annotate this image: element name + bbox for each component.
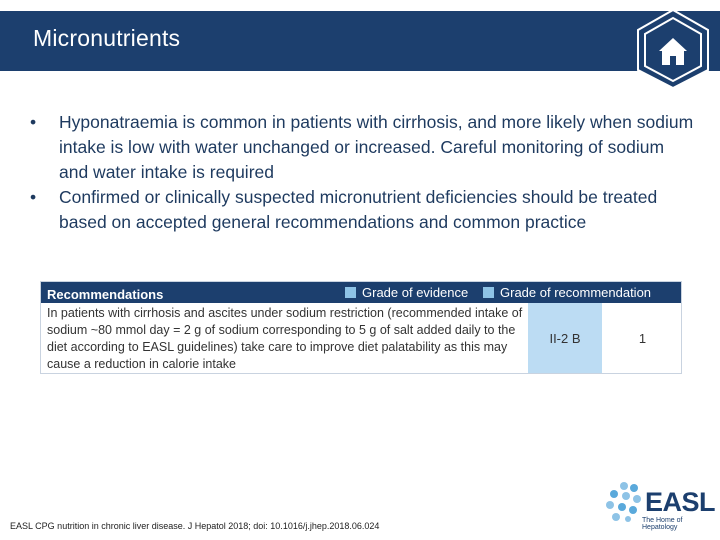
bullet-item [30,110,695,185]
logo-dots-icon [604,480,644,524]
slide-title: Micronutrients [33,25,181,51]
legend-evidence [345,285,468,300]
legend-swatch [483,287,494,298]
grade-evidence-value: II-2 B [549,330,581,346]
footer-citation: EASL CPG nutrition in chronic liver disease. J Hepatol 2018; doi: 10.1016/j.jhep.2018.06.024 [10,521,380,531]
bullet-text: Confirmed or clinically suspected micronutrient deficiencies should be treated based on accepted general recommendations and common practice [59,187,658,232]
logo-wordmark: EASL [645,487,716,517]
logo-tagline: The Home of Hepatology [642,517,683,531]
legend-recommendation [483,285,651,300]
legend-recommendation-label: Grade of recommendation [500,285,652,300]
bullet-list [30,110,695,235]
title-bar [0,11,720,71]
recommendations-table [40,281,682,374]
bullet-item [30,185,695,235]
grade-recommendation-cell [604,303,681,373]
legend-evidence-label: Grade of evidence [362,285,469,300]
bullet-marker: • [30,112,37,132]
bullet-marker: • [30,187,37,207]
grade-evidence-cell [528,303,602,373]
recommendations-header [41,282,681,303]
home-icon[interactable] [635,8,711,90]
grade-recommendation-value: 1 [638,330,647,346]
recommendations-title: Recommendations [47,287,164,302]
recommendation-text: In patients with cirrhosis and ascites under sodium restriction (recommended intake of sodium ~80 mmol day = 2 g of sodium corresponding to 5 g of salt added daily to the diet according to EASL guidelines) take care to improve diet palatability as this may cause a reduction in calorie intake [47,306,523,371]
easl-logo [604,474,714,530]
bullet-text: Hyponatraemia is common in patients with cirrhosis, and more likely when sodium intake is low with water unchanged or increased. Careful monitoring of sodium and water intake is required [59,112,694,182]
legend-swatch [345,287,356,298]
